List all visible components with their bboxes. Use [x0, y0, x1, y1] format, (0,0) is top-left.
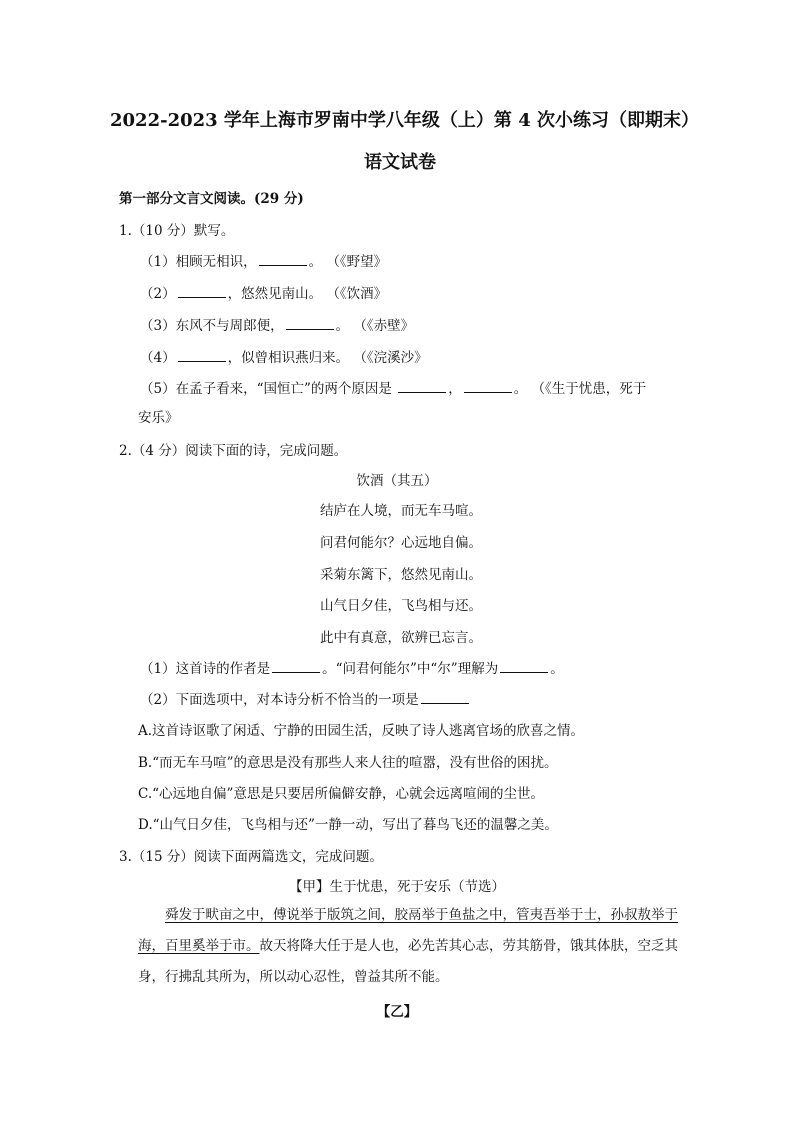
poem-line: 山气日夕佳，飞鸟相与还。 — [320, 598, 482, 614]
q1-item-2-post: ，悠然见南山。 （《饮酒》 — [227, 286, 388, 302]
answer-blank[interactable] — [178, 284, 226, 298]
poem-line: 此中有真意，欲辨已忘言。 — [320, 630, 482, 646]
question-2-stem: 2.（4 分）阅读下面的诗，完成问题。 — [119, 443, 348, 459]
q1-item-5-post: 。 （《生于忧患，死于 — [513, 381, 647, 397]
poem-line: 结庐在人境，而无车马喧。 — [320, 503, 482, 519]
answer-blank[interactable] — [421, 690, 469, 704]
question-1-stem: 1.（10 分）默写。 — [119, 223, 235, 239]
q1-item-4-post: ，似曾相识燕归来。 （《浣溪沙》 — [227, 350, 428, 366]
q1-item-5-continuation: 安乐》 — [138, 410, 179, 426]
q2-sub-1-b: 。“问君何能尔”中“尔”理解为 — [322, 661, 499, 677]
passage-jia-rest: 故天将降大任于是人也，必先苦其心志，劳其筋骨，饿其体肤，空乏其身，行拂乱其所为，所以动心忍性，曾益其所不能。 — [138, 938, 678, 985]
passage-yi-title: 【乙】 — [376, 1004, 418, 1020]
answer-blank[interactable] — [398, 379, 446, 393]
underlined-text: 舜发于畎亩之中，傅说举于版筑之间，胶鬲举于鱼盐之中，管夷吾举于士，孙叔敖举于海，百里奚举于市。 — [138, 907, 678, 954]
answer-blank[interactable] — [272, 659, 320, 673]
section-heading: 第一部分文言文阅读。(29 分) — [119, 191, 304, 207]
passage-jia-title: 【甲】生于忧患，死于安乐（节选） — [289, 879, 505, 895]
q1-item-4 — [140, 346, 428, 366]
q2-sub-2 — [140, 688, 471, 708]
page-title: 2022-2023 学年上海市罗南中学八年级（上）第 4 次小练习（即期末）语文试卷 — [110, 110, 690, 173]
answer-blank[interactable] — [286, 316, 334, 330]
q1-item-3-post: 。 （《赤壁》 — [335, 318, 415, 334]
option-b: B.“而无车马喧”的意思是没有那些人来人往的喧嚣，没有世俗的困扰。 — [138, 755, 558, 771]
poem-title: 饮酒（其五） — [356, 473, 438, 489]
option-c: C.“心远地自偏”意思是只要居所偏僻安静，心就会远离喧闹的尘世。 — [138, 786, 544, 802]
poem-line: 问君何能尔？心远地自偏。 — [320, 535, 482, 551]
q2-sub-1 — [140, 657, 564, 677]
q1-item-5-pre: （5）在孟子看来，“国恒亡”的两个原因是 — [140, 381, 397, 397]
answer-blank[interactable] — [464, 379, 512, 393]
q1-item-2 — [140, 282, 387, 302]
q1-item-3-pre: （3）东风不与周郎便， — [140, 318, 284, 334]
q1-item-5-mid: ， — [448, 381, 462, 397]
q2-sub-1-c: 。 — [550, 661, 564, 677]
q1-item-3 — [140, 314, 414, 334]
q1-item-1-pre: （1）相顾无相识， — [140, 254, 257, 270]
poem-line: 采菊东篱下，悠然见南山。 — [320, 567, 482, 583]
q2-sub-2-text: （2）下面选项中，对本诗分析不恰当的一项是 — [140, 692, 419, 708]
answer-blank[interactable] — [178, 348, 226, 362]
answer-blank[interactable] — [500, 659, 548, 673]
q1-item-2-pre: （2） — [140, 286, 176, 302]
q1-item-4-pre: （4） — [140, 350, 176, 366]
answer-blank[interactable] — [259, 252, 307, 266]
q1-item-1 — [140, 250, 387, 270]
question-3-stem: 3.（15 分）阅读下面两篇选文，完成问题。 — [119, 849, 383, 865]
option-a: A.这首诗讴歌了闲适、宁静的田园生活，反映了诗人逃离官场的欣喜之情。 — [138, 723, 585, 739]
q1-item-1-post: 。 （《野望》 — [308, 254, 388, 270]
q2-sub-1-a: （1）这首诗的作者是 — [140, 661, 271, 677]
option-d: D.“山气日夕佳，飞鸟相与还”一静一动，写出了暮鸟飞还的温馨之美。 — [138, 817, 558, 833]
q1-item-5 — [140, 377, 646, 397]
passage-jia-text — [138, 900, 678, 993]
